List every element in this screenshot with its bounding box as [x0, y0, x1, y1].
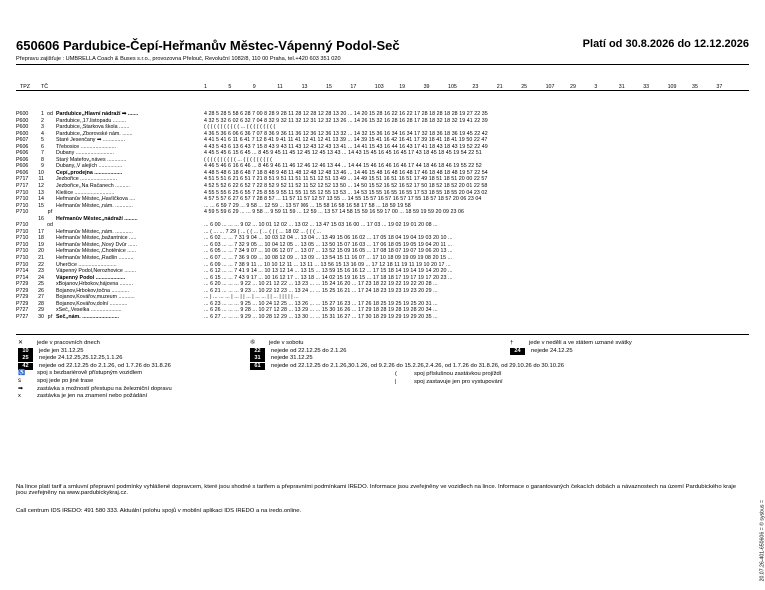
cell-stop: Seč,,nám. .........................: [56, 313, 119, 320]
legend-item: [18, 355, 123, 362]
trip-number: 39: [423, 84, 430, 90]
cell-tc: 26: [38, 287, 44, 294]
cell-stop: Třebosice ........................: [56, 143, 117, 150]
cell-stop: Vápenný Podol ....................: [56, 274, 126, 281]
legend-symbol: 22: [250, 348, 265, 355]
legend-item: [18, 348, 83, 355]
cell-times: ... 6 23 ... ... ... 9 25 ... 10 24 12 25 ... 13 26 ... ... 15 27 16 23 ... 17 26 18 25 19 25 19 25 20 31 ...: [204, 300, 438, 307]
cell-tpz: P710: [16, 196, 29, 203]
cell-tpz: P717: [16, 183, 29, 190]
validity-period: Platí od 30.8.2026 do 12.12.2026: [582, 38, 749, 50]
cell-tc: 6: [41, 143, 44, 150]
legend-item: [250, 363, 564, 370]
cell-stop: Heřmanův Městec,,Havlíčkova ....: [56, 196, 136, 203]
legend-text: zastávka s možností přestupu na železniční dopravu: [37, 385, 172, 392]
cell-p: př: [47, 313, 53, 320]
cell-tpz: P710: [16, 189, 29, 196]
legend-text: nejede od 22.12.25 do 2.1.26,30.1.26, od 9.2.26 do 15.2.26,2.4.26, od 1.7.26 do 31.8.26, od 29.10.26 do 30.10.26: [271, 362, 564, 369]
legend-item: [18, 378, 93, 384]
legend-symbol: 61: [250, 363, 265, 370]
cell-times: ... 6 12 ... ... 7 41 9 14 ... 10 13 12 14 ... 13 15 ... 13 59 15 16 16 12 ... 17 15 18 14 19 14 19 14 20 20 ...: [204, 268, 453, 275]
trip-number: 15: [326, 84, 332, 90]
trip-number: 1: [204, 84, 207, 90]
legend-item: [510, 348, 573, 355]
legend-item: [250, 340, 303, 346]
cell-tc: 21: [38, 255, 44, 262]
cell-times: ... ( ... ... 7 29 ( ... ( ( ... ( ... ( ( ( ... 18 02 ... ( ( ( ...: [204, 228, 322, 235]
cell-tc: 28: [38, 300, 44, 307]
cell-tpz: P606: [16, 156, 29, 163]
cell-stop: xSeč,,Veselka .....................: [56, 307, 122, 314]
cell-tpz: P729: [16, 281, 29, 288]
legend-item: [18, 340, 100, 346]
cell-tc: 17: [38, 228, 44, 235]
cell-times: 4 52 5 52 6 22 6 52 7 22 8 52 9 52 11 52 11 52 12 52 13 50 ... 14 50 15 52 16 52 16 52 17 50 18 52 18 52 20 01 22 58: [204, 183, 488, 190]
legend-text: spoj příslušnou zastávkou projíždí: [414, 371, 502, 377]
cell-times: 4 48 5 48 6 18 6 48 7 18 8 48 9 48 11 48 12 48 12 48 13 46 ... 14 46 15 48 16 48 16 48 17 46 18 48 18 48 19 57 22 54: [204, 169, 488, 176]
cell-tc: 30: [38, 313, 44, 320]
legend-item: [18, 363, 171, 370]
cell-times: ... 6 00 ... ... ... 9 02 ... 10 01 12 02 ... 13 02 ... 13 47 15 03 16 00 ... 17 03 ... 19 02 19 01 20 08 ...: [204, 222, 438, 229]
cell-tc: 2: [41, 117, 44, 124]
legend-symbol: 25: [18, 355, 33, 362]
legend-text: spoj jede po jiné trase: [37, 378, 94, 384]
table-top-rule: [16, 90, 749, 91]
legend-text: spoj s bezbariérově přístupným vozidlem: [37, 370, 143, 377]
cell-tpz: P710: [16, 202, 29, 209]
cell-tc: 7: [41, 150, 44, 157]
legend-symbol: ꜱ: [18, 378, 22, 384]
cell-stop: Heřmanův Městec,,nám. ............: [56, 202, 133, 209]
legend-text: spoj zastavuje jen pro vystupování: [414, 378, 503, 385]
legend-symbol: ➡: [18, 385, 23, 392]
cell-times: 4 32 5 32 6 02 6 32 7 04 8 32 9 32 11 32 12 31 12 32 13 26 ... 14 26 15 32 16 28 16 28 17 28 18 32 18 32 19 41 22 39: [204, 117, 488, 124]
cell-stop: Vápenný Podol,Nerozhovice ........: [56, 268, 137, 275]
cell-tc: 12: [38, 183, 44, 190]
cell-times: ... 6 20 ... ... ... 9 22 ... 10 21 12 22 ... 13 23 ... ... 15 24 16 20 ... 17 23 18 22 19 22 19 22 20 28 ...: [204, 281, 438, 288]
legend-text: nejede od 22.12.25 do 2.1.26: [271, 347, 347, 354]
cell-times: ... 6 03 ... ... 7 32 9 05 ... 10 04 12 05 ... 13 05 ... 13 50 15 07 16 03 ... 17 06 18 05 19 05 19 04 20 11 ...: [204, 241, 453, 248]
cell-stop: Klešice ...........................: [56, 189, 115, 196]
legend-symbol: x: [18, 393, 21, 400]
trip-number: 33: [643, 84, 650, 90]
cell-tpz: P606: [16, 169, 29, 176]
trip-number: 9: [252, 84, 256, 90]
cell-tc: 25: [38, 281, 44, 288]
trip-number: 37: [716, 84, 723, 90]
trip-number: 31: [618, 84, 625, 90]
legend-text: nejede 31.12.25: [271, 355, 313, 362]
cell-tpz: P729: [16, 300, 29, 307]
tc-heading: TČ: [41, 84, 49, 90]
header: [16, 38, 749, 53]
cell-stop: xBojanov,Hrbokov,hájovna .........: [56, 281, 133, 288]
cell-times: ... 6 07 ... ... 7 36 9 09 ... 10 08 12 09 ... 13 09 ... 13 54 15 11 16 07 ... 17 10 18 09 19 09 19 08 20 15 ...: [204, 255, 453, 262]
cell-stop: Heřmanův Městec,,Nový Dvůr ......: [56, 241, 137, 248]
legend-symbol: 42: [18, 363, 33, 370]
legend-text: nejede 24.12.25: [531, 347, 573, 354]
cell-stop: Pardubice,,Zborovské nám. .......: [56, 130, 133, 137]
trip-number: 17: [350, 84, 357, 90]
legend-symbol: |: [395, 378, 397, 385]
cell-tpz: P729: [16, 294, 29, 301]
cell-times: 4 45 5 45 6 15 6 45 ... 8 45 9 45 11 45 12 45 12 45 13 43 ... 14 43 15 45 16 45 16 45 17 43 18 45 18 45 19 54 22 51: [204, 150, 482, 157]
cell-tc: 10: [38, 169, 44, 176]
legend-item: [18, 393, 147, 399]
cell-times: ( ( ( ( ( ( ( ( ( ( ( ... ( ( ( ( ( ( ( ( (: [204, 124, 276, 131]
trip-number: 107: [545, 84, 555, 90]
header-divider: [16, 64, 749, 65]
table-bottom-rule: [16, 334, 749, 335]
cell-times: ... 6 27 ... ... ... 9 29 ... 10 28 12 29 ... 13 30 ... ... 15 31 16 27 ... 17 30 18 29 19 29 19 29 20 35 ...: [204, 313, 438, 320]
trip-number: 103: [374, 84, 384, 90]
cell-stop: Staré Jesenčany ➡ ...............: [56, 137, 125, 144]
cell-tpz: P717: [16, 176, 29, 183]
cell-times: ... 6 02 ... ... 7 31 9 04 ... 10 03 12 04 ... 13 04 ... 13 49 15 06 16 02 ... 17 05 18 04 19 04 19 03 20 10 ...: [204, 235, 453, 242]
cell-times: 4 43 5 43 6 13 6 43 7 15 8 43 9 43 11 43 12 43 12 43 13 41 ... 14 41 15 43 16 44 16 43 17 41 18 43 18 43 19 52 22 49: [204, 143, 488, 150]
cell-stop: Pardubice,,Hlavní nádraží ➡ .......: [56, 111, 139, 117]
cell-stop: Heřmanův Městec,,bažantnice .....: [56, 235, 137, 242]
cell-stop: Čepí,,prodejna ...................: [56, 169, 123, 176]
trip-number: 11: [277, 84, 283, 90]
legend-symbol: 31: [250, 355, 265, 362]
cell-tc: 9: [41, 163, 44, 170]
cell-tc: 19: [38, 241, 44, 248]
cell-tpz: P600: [16, 117, 29, 124]
cell-tpz: P729: [16, 287, 29, 294]
cell-times: 4 46 5 46 6 16 6 46 ... 8 46 9 46 11 46 12 46 12 46 13 44 ... 14 44 15 46 16 46 16 46 17 44 18 46 18 46 19 55 22 52: [204, 163, 482, 170]
cell-tpz: P606: [16, 143, 29, 150]
cell-tc: 24: [38, 274, 44, 281]
cell-tc: 4: [41, 130, 44, 137]
cell-tc: 22: [38, 261, 44, 268]
cell-stop: Bojanov,Hrbokov,točna ............: [56, 287, 130, 294]
cell-stop: Dubany ..........................: [56, 150, 114, 157]
cell-stop: Heřmanův Městec,,Chotěnice ......: [56, 248, 137, 255]
cell-stop: Bojanov,Kovářov,dolní ............: [56, 300, 128, 307]
legend-symbol: ♿: [18, 370, 26, 377]
cell-tpz: P710: [16, 235, 29, 242]
legend-item: [395, 379, 503, 385]
print-stamp: 20.07.26-401-650606 = © sysbus =: [759, 500, 765, 582]
cell-stop: Uherčice ..........................: [56, 261, 117, 268]
cell-tc: 16: [38, 215, 44, 222]
cell-tpz: P714: [16, 268, 29, 275]
cell-stop: Pardubice,,17.listopadu .........: [56, 117, 127, 124]
legend-item: [18, 386, 172, 392]
cell-tpz: P710: [16, 209, 29, 216]
cell-tc: 29: [38, 307, 44, 314]
cell-tpz: P607: [16, 137, 29, 144]
cell-tpz: P600: [16, 124, 29, 131]
line-title: 650606 Pardubice-Čepí-Heřmanův Městec-Vápenný Podol-Seč: [16, 38, 400, 53]
cell-tpz: P710: [16, 248, 29, 255]
cell-tpz: P606: [16, 163, 29, 170]
legend-text: jede jen 31.12.25: [39, 347, 84, 354]
cell-tpz: P710: [16, 255, 29, 262]
cell-times: ... 6 05 ... ... 7 34 9 07 ... 10 06 12 07 ... 13 07 ... 13 52 15 09 16 05 ... 17 08 18 07 19 07 19 06 20 13 ...: [204, 248, 453, 255]
cell-tpz: P714: [16, 274, 29, 281]
cell-times: 4 51 5 51 6 21 6 51 7 21 8 51 9 51 11 51 11 51 12 51 13 49 ... 14 49 15 51 16 51 16 51 17 49 18 51 18 51 20 00 22 57: [204, 176, 488, 183]
cell-stop: Bojanov,Kovářov,muzeum ...........: [56, 294, 135, 301]
cell-times: ... 6 26 ... ... ... 9 28 ... 10 27 12 28 ... 13 29 ... ... 15 30 16 26 ... 17 29 18 28 19 28 19 28 20 34 ...: [204, 307, 438, 314]
legend-symbol: †: [510, 340, 514, 346]
cell-stop: Dubany,,V alejích ................: [56, 163, 123, 170]
cell-stop: Heřmanův Městec,,nádraží .........: [56, 215, 138, 222]
trip-number: 109: [667, 84, 677, 90]
cell-times: 4 59 5 59 6 29 ... ... 9 58 ... 9 59 11 59 ... 12 59 ... 13 57 14 58 15 59 16 59 17 00 ... 18 59 19 59 20 09 23 06: [204, 209, 465, 216]
legend-symbol: 24: [510, 348, 525, 355]
cell-tc: 1: [41, 111, 44, 117]
cell-stop: Jezbořice,,Na Račanech ..........: [56, 183, 130, 190]
legend-symbol: ⑥: [250, 340, 256, 346]
legend-item: [250, 348, 346, 355]
trip-number: 105: [448, 84, 457, 90]
trip-number: 35: [692, 84, 698, 90]
cell-tc: 3: [41, 124, 44, 131]
legend-item: [18, 370, 142, 376]
carrier-info: Přepravu zajišťuje : UMBRELLA Coach & Buses s.r.o., provozovna Přelouč, Revoluční 1082/8, 110 00 Praha, tel.+420 603 351 020: [16, 56, 341, 62]
cell-tpz: P600: [16, 111, 29, 117]
trip-number: 3: [594, 84, 598, 90]
tariff-note: Na lince platí tarif a smluvní přepravní podmínky vyhlášené dopravcem, které jsou shodné s tarifem a přepravními podmínkami IREDO. Informace jsou zveřejněny ve vozidlech na lince. Informace o garantovaných čekacích dobách a návaznostech na území Pardubického kraje jsou zveřejněny na www.pardubickykraj.cz.: [16, 484, 737, 496]
legend-text: jede v neděli a ve státem uznané svátky: [529, 340, 632, 346]
cell-times: 4 28 5 28 5 58 6 28 7 00 8 28 9 28 11 28 12 28 12 28 13 20 ... 14 20 15 28 16 22 16 22 17 28 18 28 18 28 19 27 22 35: [204, 111, 488, 117]
cell-tc: 14: [38, 196, 44, 203]
cell-tpz: P710: [16, 241, 29, 248]
cell-p: př: [47, 209, 53, 216]
legend-item: [510, 340, 632, 346]
legend-text: jede v sobotu: [269, 340, 304, 346]
cell-times: 4 36 5 36 6 06 6 36 7 07 8 36 9 36 11 36 12 36 12 36 13 32 ... 14 32 15 36 16 34 16 34 17 32 18 36 18 36 19 45 22 42: [204, 130, 488, 137]
cell-times: 4 57 5 57 6 27 6 57 7 28 8 57 ... 11 57 11 57 12 57 13 55 ... 14 55 15 57 16 57 16 57 17 55 18 57 18 57 20 06 23 04: [204, 196, 482, 203]
legend-text: jede v pracovních dnech: [37, 340, 100, 346]
cell-stop: Heřmanův Městec,,Radlín ..........: [56, 255, 134, 262]
cell-tc: 13: [38, 189, 44, 196]
cell-p: od: [47, 222, 53, 229]
cell-stop: Jezbořice .........................: [56, 176, 117, 183]
cell-tpz: P727: [16, 307, 29, 314]
cell-tc: 18: [38, 235, 44, 242]
cell-p: od: [47, 111, 53, 117]
legend-item: [250, 355, 313, 362]
cell-stop: Pardubice,,Starkova škola .......: [56, 124, 130, 131]
trip-number: 21: [496, 84, 503, 90]
trip-number: 29: [570, 84, 576, 90]
legend-text: zastávka je jen na znamení nebo požádání: [37, 393, 148, 400]
cell-times: ... 6 09 ... ... 7 38 9 11 ... 10 10 12 11 ... 13 11 ... 13 56 15 13 16 09 ... 17 12 18 11 19 11 19 10 20 17 ...: [204, 261, 451, 268]
cell-tpz: P710: [16, 228, 29, 235]
trip-number: 19: [399, 84, 406, 90]
cell-times: ... ... 6 59 7 29 ... 9 58 ... 12 59 ... 13 57 ☒6 ... 15 58 16 58 16 58 17 58 ... 18 59 19 58: [204, 202, 411, 209]
cell-times: 4 55 5 55 6 25 6 55 7 25 8 55 9 55 11 55 11 55 12 55 13 53 ... 14 53 15 55 16 55 16 55 17 53 18 55 18 55 20 04 23 02: [204, 189, 488, 196]
cell-tc: 15: [38, 202, 44, 209]
trip-number: 5: [228, 84, 232, 90]
cell-stop: Heřmanův Městec,,nám. ............: [56, 228, 133, 235]
cell-tc: 27: [38, 294, 44, 301]
cell-tpz: P710: [16, 222, 29, 229]
trip-number: 13: [301, 84, 308, 90]
cell-tpz: P727: [16, 313, 29, 320]
legend-item: [395, 371, 501, 377]
cell-tc: 23: [38, 268, 44, 275]
cell-times: ... 6 21 ... ... ... 9 23 ... 10 22 12 23 ... 13 24 ... ... 15 25 16 21 ... 17 24 18 23 19 23 19 23 20 29 ...: [204, 287, 438, 294]
legend-text: nejede od 22.12.25 do 2.1.26, od 1.7.26 do 31.8.26: [39, 362, 171, 369]
cell-tc: 11: [38, 176, 44, 183]
legend-symbol: 10: [18, 348, 33, 355]
cell-tpz: P600: [16, 130, 29, 137]
cell-tc: 8: [41, 156, 44, 163]
cell-tpz: P606: [16, 150, 29, 157]
cell-times: ... 6 15 ... ... 7 43 9 17 ... 10 16 12 17 ... 13 18 ... 14 02 15 19 16 15 ... 17 18 18 17 19 17 19 17 20 23 ...: [204, 274, 453, 281]
cell-tpz: P710: [16, 261, 29, 268]
cell-tc: 20: [38, 248, 44, 255]
legend-text: nejede 24.12.25,25.12.25,1.1.26: [39, 355, 123, 362]
trip-number: 23: [472, 84, 479, 90]
trip-number: 25: [521, 84, 528, 90]
cell-times: 4 41 5 41 6 11 6 41 7 12 8 41 9 41 11 41 12 41 12 41 13 39 ... 14 39 15 41 16 42 16 41 17 39 18 41 18 41 19 50 22 47: [204, 137, 488, 144]
legend-symbol: ✕: [18, 340, 23, 346]
cell-tc: 5: [41, 137, 44, 144]
tpz-heading: TPZ: [20, 84, 31, 90]
cell-times: ... | ... ... ... | ... | | ... | ... ... | | ... | | | | | ...: [204, 294, 299, 301]
cell-times: ( ( ( ( ( ( ( ( ( ( ... ( ( ( ( ( ( ( ( (: [204, 156, 272, 163]
cell-stop: Starý Mateřov,,náves .............: [56, 156, 127, 163]
legend-symbol: (: [395, 371, 397, 377]
callcentre-note: Call centrum IDS IREDO: 491 580 333. Aktuální polohu spojů v mobilní aplikaci IDS IREDO a na iredo.online.: [16, 508, 302, 514]
